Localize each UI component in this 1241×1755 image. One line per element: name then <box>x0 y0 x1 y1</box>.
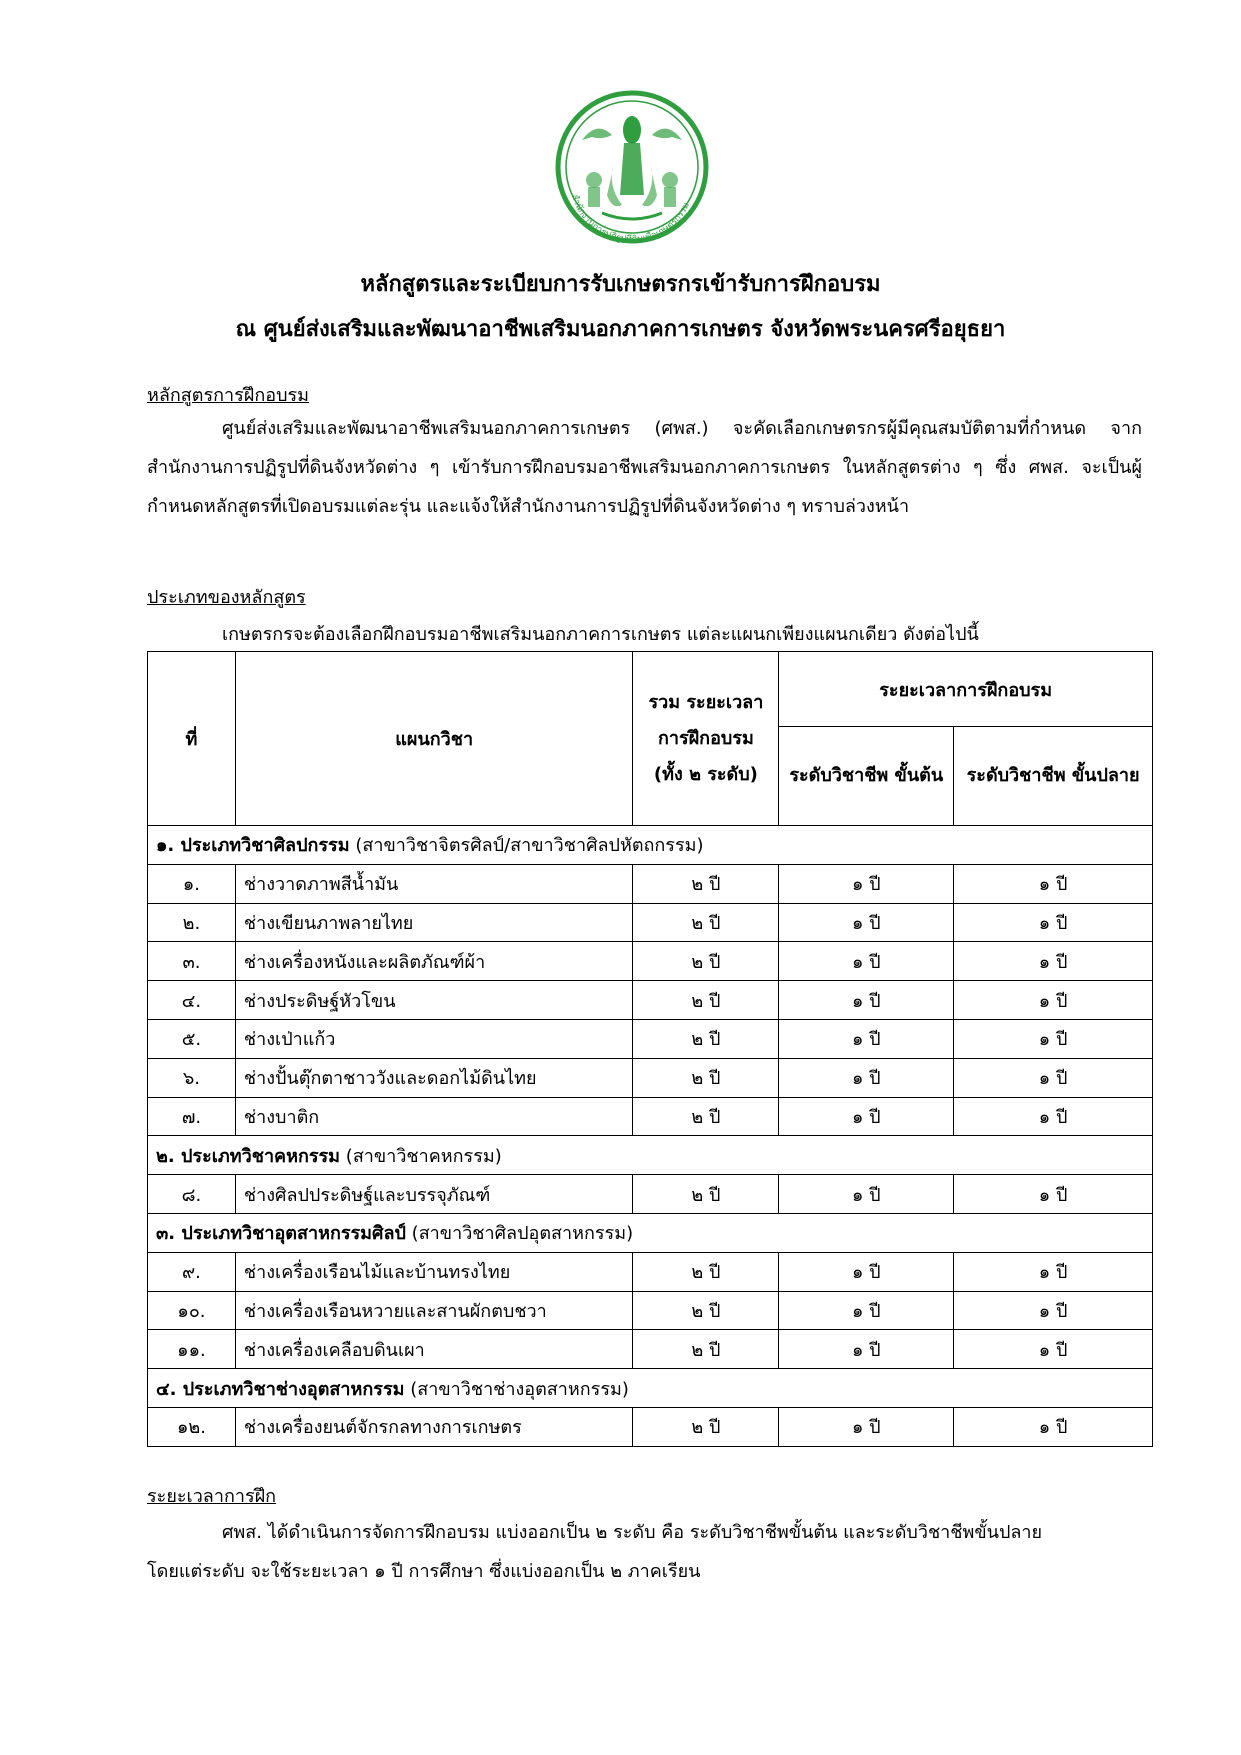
course-number: ๓. <box>148 942 236 981</box>
course-number: ๕. <box>148 1019 236 1058</box>
course-name: ช่างศิลปประดิษฐ์และบรรจุภัณฑ์ <box>235 1175 633 1214</box>
course-basic-duration: ๑ ปี <box>779 1175 954 1214</box>
header-training-period: ระยะเวลาการฝึกอบรม <box>779 652 1153 727</box>
table-row <box>148 1330 1153 1369</box>
course-basic-duration: ๑ ปี <box>779 1407 954 1446</box>
header-department: แผนกวิชา <box>235 652 633 826</box>
course-number: ๖. <box>148 1058 236 1097</box>
course-number: ๔. <box>148 981 236 1020</box>
table-row <box>148 1058 1153 1097</box>
course-basic-duration: ๑ ปี <box>779 1058 954 1097</box>
category-row <box>148 826 1153 865</box>
table-row <box>148 864 1153 903</box>
page-subtitle: ณ ศูนย์ส่งเสริมและพัฒนาอาชีพเสริมนอกภาคการเกษตร จังหวัดพระนครศรีอยุธยา <box>235 317 1006 342</box>
duration-line-2: โดยแต่ระดับ จะใช้ระยะเวลา ๑ ปี การศึกษา ซึ่งแบ่งออกเป็น ๒ ภาคเรียน <box>147 1561 701 1582</box>
category-row <box>148 1213 1153 1252</box>
course-name: ช่างประดิษฐ์หัวโขน <box>235 981 633 1020</box>
header-total-duration: รวม ระยะเวลา การฝึกอบรม (ทั้ง ๒ ระดับ) <box>633 652 779 826</box>
course-total-duration: ๒ ปี <box>633 1407 779 1446</box>
category-subtitle: (สาขาวิชาจิตรศิลป์/สาขาวิชาศิลปหัตถกรรม) <box>355 835 704 857</box>
category-cell <box>148 826 1153 865</box>
course-advanced-duration: ๑ ปี <box>954 1175 1153 1214</box>
course-advanced-duration: ๑ ปี <box>954 942 1153 981</box>
course-advanced-duration: ๑ ปี <box>954 1097 1153 1136</box>
course-name: ช่างบาติก <box>235 1097 633 1136</box>
course-basic-duration: ๑ ปี <box>779 903 954 942</box>
course-name: ช่างเครื่องเรือนไม้และบ้านทรงไทย <box>235 1252 633 1291</box>
course-total-duration: ๒ ปี <box>633 1097 779 1136</box>
course-number: ๗. <box>148 1097 236 1136</box>
course-total-duration: ๒ ปี <box>633 1175 779 1214</box>
section-heading-course-types: ประเภทของหลักสูตร <box>147 587 306 608</box>
course-name: ช่างเครื่องเคลือบดินเผา <box>235 1330 633 1369</box>
course-advanced-duration: ๑ ปี <box>954 1407 1153 1446</box>
section-heading-curriculum: หลักสูตรการฝึกอบรม <box>147 385 310 406</box>
course-basic-duration: ๑ ปี <box>779 1291 954 1330</box>
course-name: ช่างวาดภาพสีน้ำมัน <box>235 864 633 903</box>
course-number: ๑๒. <box>148 1407 236 1446</box>
course-advanced-duration: ๑ ปี <box>954 981 1153 1020</box>
course-basic-duration: ๑ ปี <box>779 1330 954 1369</box>
course-advanced-duration: ๑ ปี <box>954 1291 1153 1330</box>
course-name: ช่างเครื่องหนังและผลิตภัณฑ์ผ้า <box>235 942 633 981</box>
table-row <box>148 942 1153 981</box>
agency-seal-logo <box>552 85 712 255</box>
header-no: ที่ <box>148 652 236 826</box>
course-total-duration: ๒ ปี <box>633 1330 779 1369</box>
table-row <box>148 1097 1153 1136</box>
category-subtitle: (สาขาวิชาช่างอุตสาหกรรม) <box>410 1378 629 1400</box>
course-basic-duration: ๑ ปี <box>779 1252 954 1291</box>
course-name: ช่างเครื่องเรือนหวายและสานผักตบชวา <box>235 1291 633 1330</box>
course-total-duration: ๒ ปี <box>633 864 779 903</box>
course-advanced-duration: ๑ ปี <box>954 1058 1153 1097</box>
course-basic-duration: ๑ ปี <box>779 981 954 1020</box>
category-title: ๑. ประเภทวิชาศิลปกรรม <box>156 835 350 857</box>
course-advanced-duration: ๑ ปี <box>954 864 1153 903</box>
course-basic-duration: ๑ ปี <box>779 1097 954 1136</box>
table-row <box>148 1252 1153 1291</box>
course-total-duration: ๒ ปี <box>633 1252 779 1291</box>
course-number: ๑๑. <box>148 1330 236 1369</box>
course-advanced-duration: ๑ ปี <box>954 1019 1153 1058</box>
table-row <box>148 1019 1153 1058</box>
course-name: ช่างเขียนภาพลายไทย <box>235 903 633 942</box>
course-basic-duration: ๑ ปี <box>779 942 954 981</box>
section-heading-duration: ระยะเวลาการฝึก <box>147 1486 277 1507</box>
course-total-duration: ๒ ปี <box>633 1058 779 1097</box>
category-title: ๓. ประเภทวิชาอุตสาหกรรมศิลป์ <box>156 1223 406 1245</box>
category-row <box>148 1136 1153 1175</box>
course-advanced-duration: ๑ ปี <box>954 1252 1153 1291</box>
category-title: ๔. ประเภทวิชาช่างอุตสาหกรรม <box>156 1378 405 1400</box>
course-total-duration: ๒ ปี <box>633 1019 779 1058</box>
category-cell <box>148 1213 1153 1252</box>
course-types-intro: เกษตรกรจะต้องเลือกฝึกอบรมอาชีพเสริมนอกภาคการเกษตร แต่ละแผนกเพียงแผนกเดียว ดังต่อไปนี้ <box>222 624 979 645</box>
paragraph-curriculum-text: ศูนย์ส่งเสริมและพัฒนาอาชีพเสริมนอกภาคการเกษตร (ศพส.) จะคัดเลือกเกษตรกรผู้มีคุณสมบัติตามที่กำหนด จากสำนักงานการปฏิรูปที่ดินจังหวัดต่าง ๆ เข้ารับการฝึกอบรมอาชีพเสริมนอกภาคการเกษตร ในหลักสูตรต่าง ๆ ซึ่ง ศพส. จะเป็นผู้กำหนดหลักสูตรที่เปิดอบรมแต่ละรุ่น และแจ้งให้สำนักงานการปฏิรูปที่ดินจังหวัดต่าง ๆ ทราบล่วงหน้า <box>147 418 1142 517</box>
course-number: ๒. <box>148 903 236 942</box>
duration-line-1: ศพส. ได้ดำเนินการจัดการฝึกอบรม แบ่งออกเป็น ๒ ระดับ คือ ระดับวิชาชีพขั้นต้น และระดับวิชาชีพขั้นปลาย <box>222 1522 1043 1543</box>
course-basic-duration: ๑ ปี <box>779 1019 954 1058</box>
course-total-duration: ๒ ปี <box>633 1291 779 1330</box>
category-title: ๒. ประเภทวิชาคหกรรม <box>156 1145 341 1167</box>
course-number: ๙. <box>148 1252 236 1291</box>
course-name: ช่างเครื่องยนต์จักรกลทางการเกษตร <box>235 1407 633 1446</box>
table-row <box>148 903 1153 942</box>
category-cell <box>148 1136 1153 1175</box>
logo-text: สำนักงานการปฏิรูปที่ดินเพื่อเกษตรกรรม <box>568 193 692 246</box>
paragraph-curriculum <box>147 409 1142 526</box>
category-subtitle: (สาขาวิชาศิลปอุตสาหกรรม) <box>411 1223 634 1245</box>
course-name: ช่างเป่าแก้ว <box>235 1019 633 1058</box>
course-advanced-duration: ๑ ปี <box>954 1330 1153 1369</box>
course-total-duration: ๒ ปี <box>633 981 779 1020</box>
category-subtitle: (สาขาวิชาคหกรรม) <box>345 1145 502 1167</box>
course-basic-duration: ๑ ปี <box>779 864 954 903</box>
table-row <box>148 981 1153 1020</box>
page-title: หลักสูตรและระเบียบการรับเกษตรกรเข้ารับการฝึกอบรม <box>360 272 881 297</box>
table-row <box>148 1291 1153 1330</box>
course-name: ช่างปั้นตุ๊กตาชาววังและดอกไม้ดินไทย <box>235 1058 633 1097</box>
table-row <box>148 1407 1153 1446</box>
table-row <box>148 1175 1153 1214</box>
course-number: ๘. <box>148 1175 236 1214</box>
course-total-duration: ๒ ปี <box>633 942 779 981</box>
header-basic-level: ระดับวิชาชีพ ขั้นต้น <box>779 727 954 826</box>
category-cell <box>148 1369 1153 1408</box>
header-advanced-level: ระดับวิชาชีพ ขั้นปลาย <box>954 727 1153 826</box>
category-row <box>148 1369 1153 1408</box>
course-number: ๑. <box>148 864 236 903</box>
courses-table <box>147 651 1153 1447</box>
course-advanced-duration: ๑ ปี <box>954 903 1153 942</box>
course-number: ๑๐. <box>148 1291 236 1330</box>
course-total-duration: ๒ ปี <box>633 903 779 942</box>
